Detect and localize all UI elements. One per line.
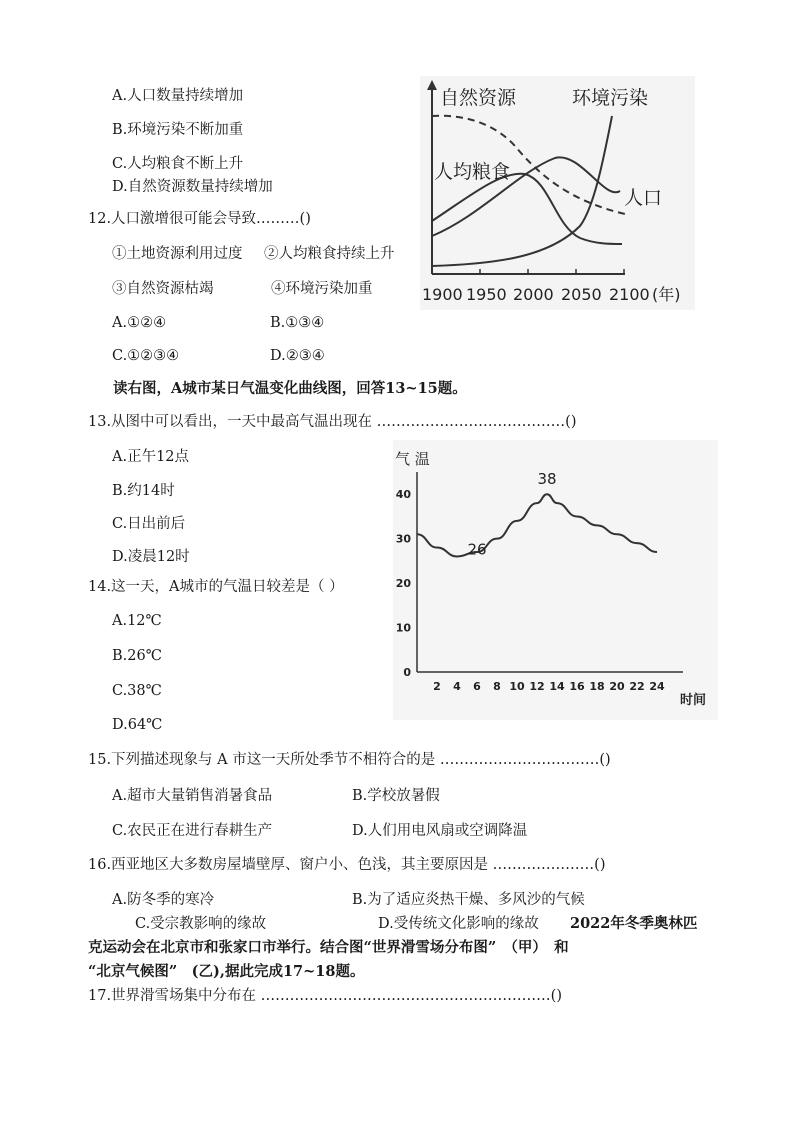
- temp-x-tick-label: 20: [609, 680, 625, 693]
- q16-option-d: D.受传统文化影响的缘故: [378, 916, 539, 932]
- q12-stem: 12.人口激增很可能会导致………(): [88, 211, 311, 227]
- q15-option-c: C.农民正在进行春耕生产: [112, 823, 273, 839]
- q16-stem: 16.西亚地区大多数房屋墙壁厚、窗户小、色浅，其主要原因是 …………………(): [88, 857, 606, 873]
- temp-x-tick-label: 16: [569, 680, 585, 693]
- intro-17-18-line3: “北京气候图” (乙),据此完成17~18题。: [88, 963, 365, 980]
- temp-x-tick-label: 6: [473, 680, 481, 693]
- intro-17-18-line2: 克运动会在北京市和张家口市举行。结合图“世界滑雪场分布图” （甲） 和: [88, 939, 569, 956]
- q11-option-c: C.人均粮食不断上升: [112, 156, 244, 172]
- q13-option-a: A.正午12点: [112, 449, 190, 465]
- q11-option-a: A.人口数量持续增加: [112, 88, 244, 104]
- temp-annotation-label: 26: [467, 540, 487, 559]
- q14-option-c: C.38℃: [112, 683, 162, 699]
- temp-x-tick-label: 4: [453, 680, 461, 693]
- fig1-label-food: 人均粮食: [434, 161, 511, 183]
- q13-option-b: B.约14时: [112, 483, 175, 499]
- q11-option-b: B.环境污染不断加重: [112, 122, 244, 138]
- q15-option-a: A.超市大量销售消暑食品: [112, 788, 273, 804]
- q12-option-a: A.①②④: [112, 315, 167, 331]
- temp-annotation-label: 38: [537, 470, 557, 489]
- temp-x-tick-label: 10: [509, 680, 525, 693]
- temp-y-tick-label: 20: [395, 577, 411, 591]
- fig1-xtick: 2050: [561, 285, 602, 304]
- temp-y-tick-label: 10: [395, 621, 411, 635]
- q13-stem: 13.从图中可以看出，一天中最高气温出现在 …………………………………(): [88, 414, 577, 430]
- temp-x-tick-label: 12: [529, 680, 545, 693]
- q14-stem: 14.这一天，A城市的气温日较差是（ ）: [88, 579, 344, 595]
- fig1-xtick: 2100: [609, 285, 650, 304]
- q12-item-3: ③自然资源枯竭: [112, 281, 214, 297]
- q14-option-d: D.64℃: [112, 717, 163, 733]
- q12-item-2: ②人均粮食持续上升: [264, 246, 395, 262]
- temp-x-label: 时间: [680, 693, 707, 708]
- temperature-chart: [393, 440, 718, 720]
- temp-y-tick-label: 0: [403, 666, 411, 679]
- fig1-label-natural-resources: 自然资源: [440, 87, 517, 109]
- q15-stem: 15.下列描述现象与 A 市这一天所处季节不相符合的是 ……………………………(): [88, 752, 611, 768]
- fig1-label-population: 人口: [624, 187, 663, 209]
- q16-option-c: C.受宗教影响的缘故: [135, 916, 267, 932]
- temp-x-tick-label: 18: [589, 680, 605, 693]
- q12-item-4: ④环境污染加重: [271, 281, 373, 297]
- intro-13-15: 读右图，A城市某日气温变化曲线图，回答13~15题。: [113, 380, 467, 397]
- q14-option-a: A.12℃: [112, 613, 162, 629]
- temp-x-tick-label: 22: [629, 680, 645, 693]
- q15-option-d: D.人们用电风扇或空调降温: [352, 823, 528, 839]
- q12-option-c: C.①②③④: [112, 348, 180, 364]
- fig1-label-pollution: 环境污染: [572, 87, 649, 109]
- q13-option-d: D.凌晨12时: [112, 549, 190, 565]
- fig1-x-unit: (年): [652, 285, 681, 304]
- intro-17-18-line1: 2022年冬季奥林匹: [570, 915, 698, 932]
- fig1-xtick: 2000: [513, 285, 554, 304]
- q13-option-c: C.日出前后: [112, 516, 186, 532]
- temp-x-tick-label: 14: [549, 680, 565, 693]
- q11-option-d: D.自然资源数量持续增加: [112, 179, 273, 195]
- population-resources-figure: [420, 76, 695, 310]
- q12-option-b: B.①③④: [270, 315, 325, 331]
- q14-option-b: B.26℃: [112, 648, 162, 664]
- temp-y-tick-label: 30: [395, 532, 411, 546]
- temp-y-label: 气 温: [395, 450, 430, 468]
- q17-stem: 17.世界滑雪场集中分布在 ……………………………………………………(): [88, 988, 562, 1004]
- q15-option-b: B.学校放暑假: [352, 788, 440, 804]
- q16-option-b: B.为了适应炎热干燥、多风沙的气候: [352, 892, 585, 908]
- temp-x-tick-label: 24: [649, 680, 665, 693]
- fig1-xtick: 1950: [466, 285, 507, 304]
- fig1-xtick: 1900: [422, 285, 463, 304]
- temp-x-tick-label: 2: [433, 680, 441, 693]
- q12-option-d: D.②③④: [270, 348, 325, 364]
- temp-y-tick-label: 40: [395, 488, 411, 502]
- q12-item-1: ①土地资源利用过度: [112, 246, 243, 262]
- q16-option-a: A.防冬季的寒冷: [112, 892, 215, 908]
- temp-x-tick-label: 8: [493, 680, 501, 693]
